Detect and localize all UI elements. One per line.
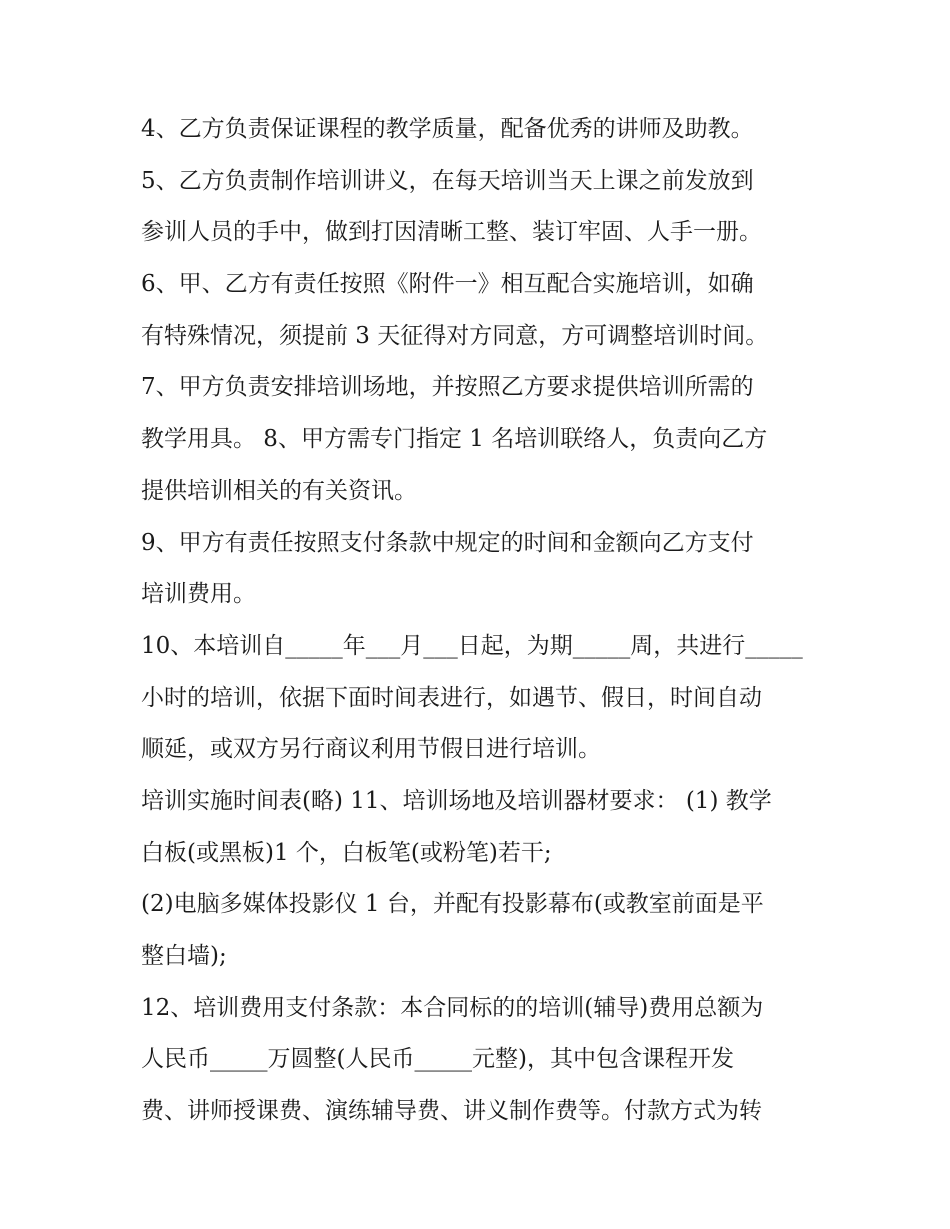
text-line: 提供培训相关的有关资讯。 [141,477,417,504]
text-line: 7、甲方负责安排培训场地，并按照乙方要求提供培训所需的 [141,374,754,401]
text-line: 有特殊情况，须提前 3 天征得对方同意，方可调整培训时间。 [141,322,769,349]
text-line: 5、乙方负责制作培训讲义，在每天培训当天上课之前发放到 [141,167,754,194]
text-line: 培训实施时间表(略) 11、培训场地及培训器材要求： (1) 教学 [141,787,772,814]
text-line: 参训人员的手中，做到打因清晰工整、装订牢固、人手一册。 [141,219,762,246]
text-line: 6、甲、乙方有责任按照《附件一》相互配合实施培训，如确 [141,271,754,298]
text-line: 费、讲师授课费、演练辅导费、讲义制作费等。付款方式为转 [141,1098,762,1125]
text-line: 10、本培训自_____年___月___日起，为期_____周，共进行_____ [141,632,803,659]
document-body [141,104,831,1138]
text-line: 9、甲方有责任按照支付条款中规定的时间和金额向乙方支付 [141,529,754,556]
text-line: 整白墙); [141,943,227,969]
text-line: 人民币_____万圆整(人民币_____元整)，其中包含课程开发 [141,1046,734,1073]
text-line: 顺延，或双方另行商议利用节假日进行培训。 [141,736,601,763]
text-line: 培训费用。 [141,581,256,608]
text-line: 白板(或黑板)1 个，白板笔(或粉笔)若干; [141,839,552,866]
text-line: 12、培训费用支付条款：本合同标的的培训(辅导)费用总额为 [141,994,764,1021]
text-line: 教学用具。 8、甲方需专门指定 1 名培训联络人，负责向乙方 [141,426,768,453]
text-line: (2)电脑多媒体投影仪 1 台，并配有投影幕布(或教室前面是平 [141,891,764,918]
text-line: 4、乙方负责保证课程的教学质量，配备优秀的讲师及助教。 [141,116,754,142]
text-line: 小时的培训，依据下面时间表进行，如遇节、假日，时间自动 [141,684,762,711]
